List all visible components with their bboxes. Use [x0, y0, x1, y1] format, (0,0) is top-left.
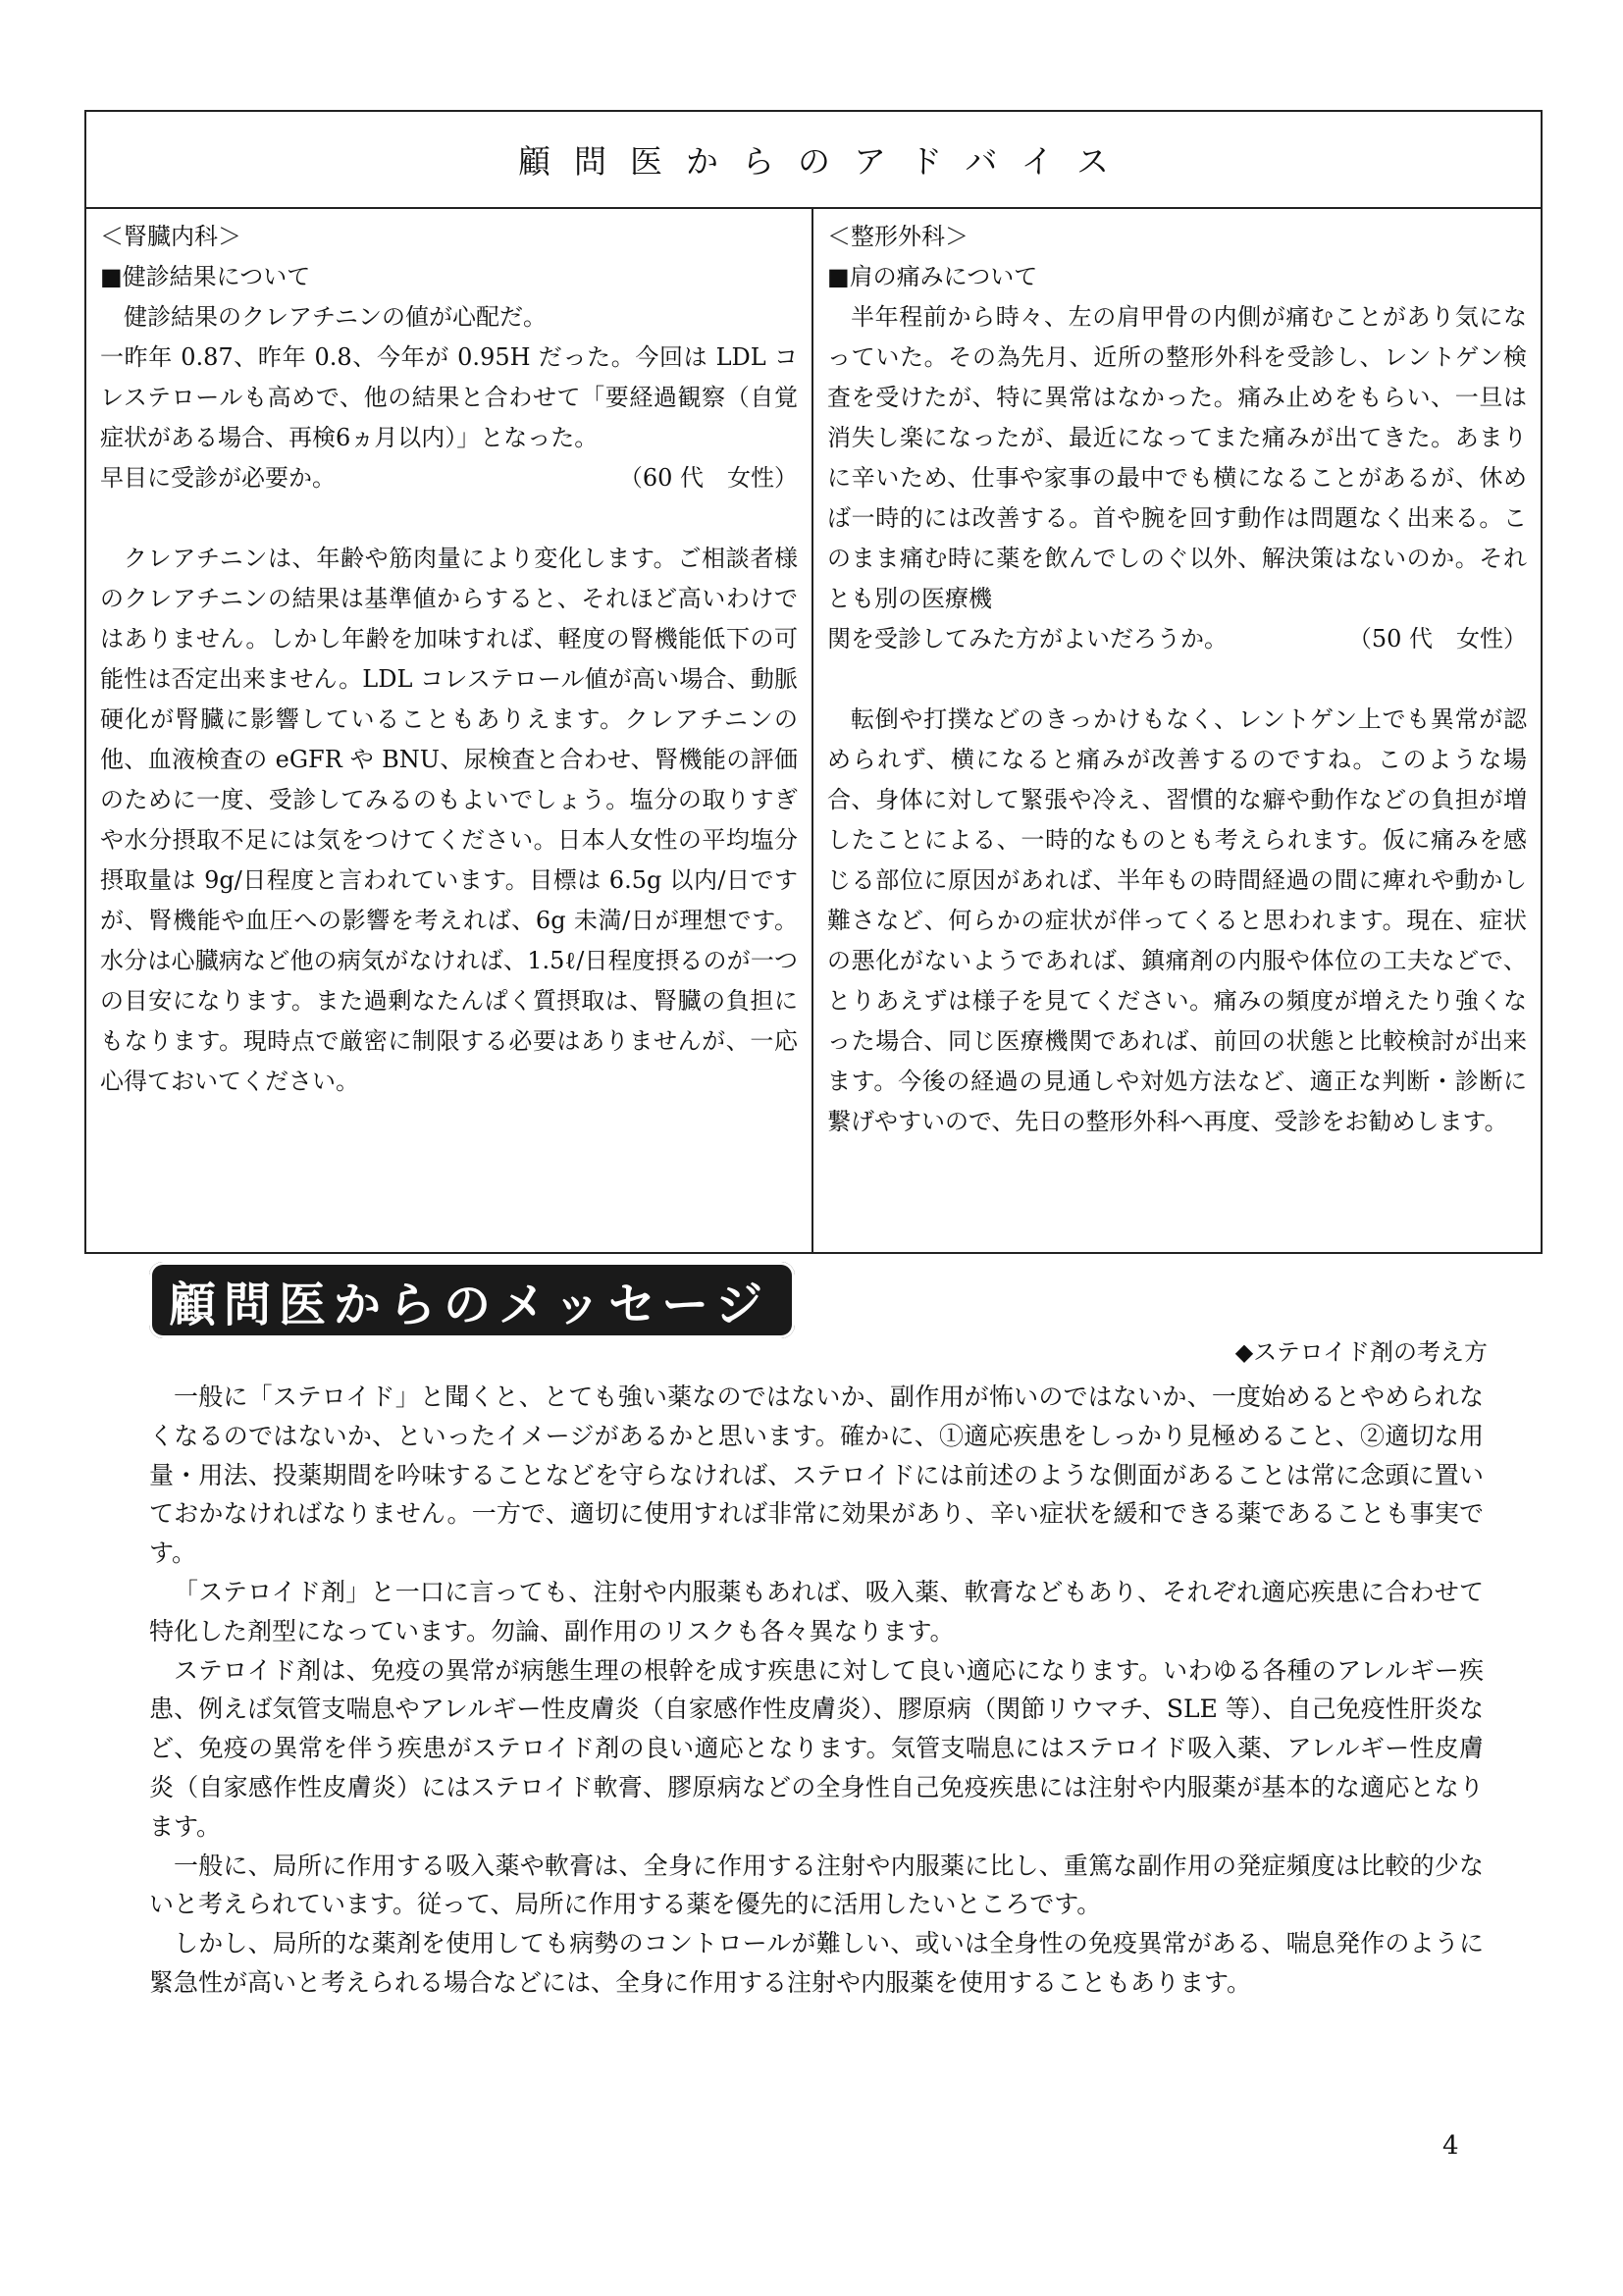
message-title: 顧問医からのメッセージ [169, 1277, 771, 1332]
asker-info: （60 代 女性） [618, 464, 798, 492]
department-label: ＜腎臓内科＞ [100, 223, 241, 250]
topic-heading: ■肩の痛みについて [827, 263, 1038, 290]
message-paragraph: 一般に、局所に作用する吸入薬や軟膏は、全身に作用する注射や内服薬に比し、重篤な副作用の発症頻度は比較的少ないと考えられています。従って、局所に作用する薬を優先的に活用したいところです。 [149, 1851, 1484, 1919]
topic-heading: ■健診結果について [100, 263, 311, 290]
answer-text: クレアチニンは、年齢や筋肉量により変化します。ご相談者様のクレアチニンの結果は基準値からすると、それほど高いわけではありません。しかし年齢を加味すれば、軽度の腎機能低下の可能性は否定出来ません。LDL コレステロール値が高い場合、動脈硬化が腎臓に影響していることもありえます。クレアチニンの他、血液検査の eGFR や BNU、尿検査と合わせ、腎機能の評価のために一度、受診してみるのもよいでしょう。塩分の取りすぎや水分摂取不足には気をつけてください。日本人女性の平均塩分摂取量は 9g/日程度と言われています。目標は 6.5g 以内/日ですが、腎機能や血圧への影響を考えれば、6g 未満/日が理想です。水分は心臓病など他の病気がなければ、1.5ℓ/日程度摂るのが一つの目安になります。また過剰なたんぱく質摂取は、腎臓の負担にもなります。現時点で厳密に制限する必要はありませんが、一応心得ておいてください。 [100, 545, 798, 1095]
question-closing-row [827, 619, 1527, 659]
question-text: 関を受診してみた方がよいだろうか。 [827, 625, 1228, 652]
question-text: 健診結果のクレアチニンの値が心配だ。 [124, 303, 548, 331]
answer-text: 転倒や打撲などのきっかけもなく、レントゲン上でも異常が認められず、横になると痛みが改善するのですね。このような場合、身体に対して緊張や冷え、習慣的な癖や動作などの負担が増したことによる、一時的なものとも考えられます。仮に痛みを感じる部位に原因があれば、半年もの時間経過の間に痺れや動かし難さなど、何らかの症状が伴ってくると思われます。現在、症状の悪化がないようであれば、鎮痛剤の内服や体位の工夫などで、とりあえずは様子を見てください。痛みの頻度が増えたり強くなった場合、同じ医療機関であれば、前回の状態と比較検討が出来ます。今後の経過の見通しや対処方法など、適正な判断・診断に繋げやすいので、先日の整形外科へ再度、受診をお勧めします。 [827, 705, 1527, 1135]
advice-column-orthopedics [813, 209, 1541, 1252]
advice-box [84, 110, 1543, 1254]
question-text: 早目に受診が必要か。 [100, 464, 336, 492]
asker-info: （50 代 女性） [1347, 625, 1527, 652]
advice-column-nephrology [86, 209, 813, 1252]
advice-box-header [86, 112, 1541, 209]
message-paragraph: ステロイド剤は、免疫の異常が病態生理の根幹を成す疾患に対して良い適応になります。いわゆる各種のアレルギー疾患、例えば気管支喘息やアレルギー性皮膚炎（自家感作性皮膚炎）、膠原病（関節リウマチ、SLE 等）、自己免疫性肝炎など、免疫の異常を伴う疾患がステロイド剤の良い適応となります。気管支喘息にはステロイド吸入薬、アレルギー性皮膚炎（自家感作性皮膚炎）にはステロイド軟膏、膠原病などの全身性自己免疫疾患には注射や内服薬が基本的な適応となります。 [149, 1655, 1484, 1841]
advice-box-title: 顧問医からのアドバイス [517, 142, 1132, 181]
page-number: 4 [1442, 2131, 1459, 2161]
department-label: ＜整形外科＞ [827, 223, 969, 250]
message-body [149, 1378, 1484, 2003]
message-paragraph: しかし、局所的な薬剤を使用しても病勢のコントロールが難しい、或いは全身性の免疫異常がある、喘息発作のように緊急性が高いと考えられる場合などには、全身に作用する注射や内服薬を使用することもあります。 [149, 1929, 1484, 1997]
message-banner [149, 1262, 795, 1338]
question-closing-row [100, 458, 798, 498]
message-paragraph: 「ステロイド剤」と一口に言っても、注射や内服薬もあれば、吸入薬、軟膏などもあり、それぞれ適応疾患に合わせて特化した剤型になっています。勿論、副作用のリスクも各々異なります。 [149, 1577, 1484, 1645]
message-paragraph: 一般に「ステロイド」と聞くと、とても強い薬なのではないか、副作用が怖いのではないか、一度始めるとやめられなくなるのではないか、といったイメージがあるかと思います。確かに、①適応疾患をしっかり見極めること、②適切な用量・用法、投薬期間を吟味することなどを守らなければ、ステロイドには前述のような側面があることは常に念頭に置いておかなければなりません。一方で、適切に使用すれば非常に効果があり、辛い症状を緩和できる薬であることも事実です。 [149, 1383, 1484, 1568]
advice-columns [86, 209, 1541, 1252]
question-text: 一昨年 0.87、昨年 0.8、今年が 0.95H だった。今回は LDL コレステロールも高めで、他の結果と合わせて「要経過観察（自覚症状がある場合、再検6ヵ月以内）」となった。 [100, 343, 798, 451]
message-subtitle: ◆ステロイド剤の考え方 [1234, 1338, 1488, 1366]
question-text: 半年程前から時々、左の肩甲骨の内側が痛むことがあり気になっていた。その為先月、近所の整形外科を受診し、レントゲン検査を受けたが、特に異常はなかった。痛み止めをもらい、一旦は消失し楽になったが、最近になってまた痛みが出てきた。あまりに辛いため、仕事や家事の最中でも横になることがあるが、休めば一時的には改善する。首や腕を回す動作は問題なく出来る。このまま痛む時に薬を飲んでしのぐ以外、解決策はないのか。それとも別の医療機 [827, 303, 1527, 612]
